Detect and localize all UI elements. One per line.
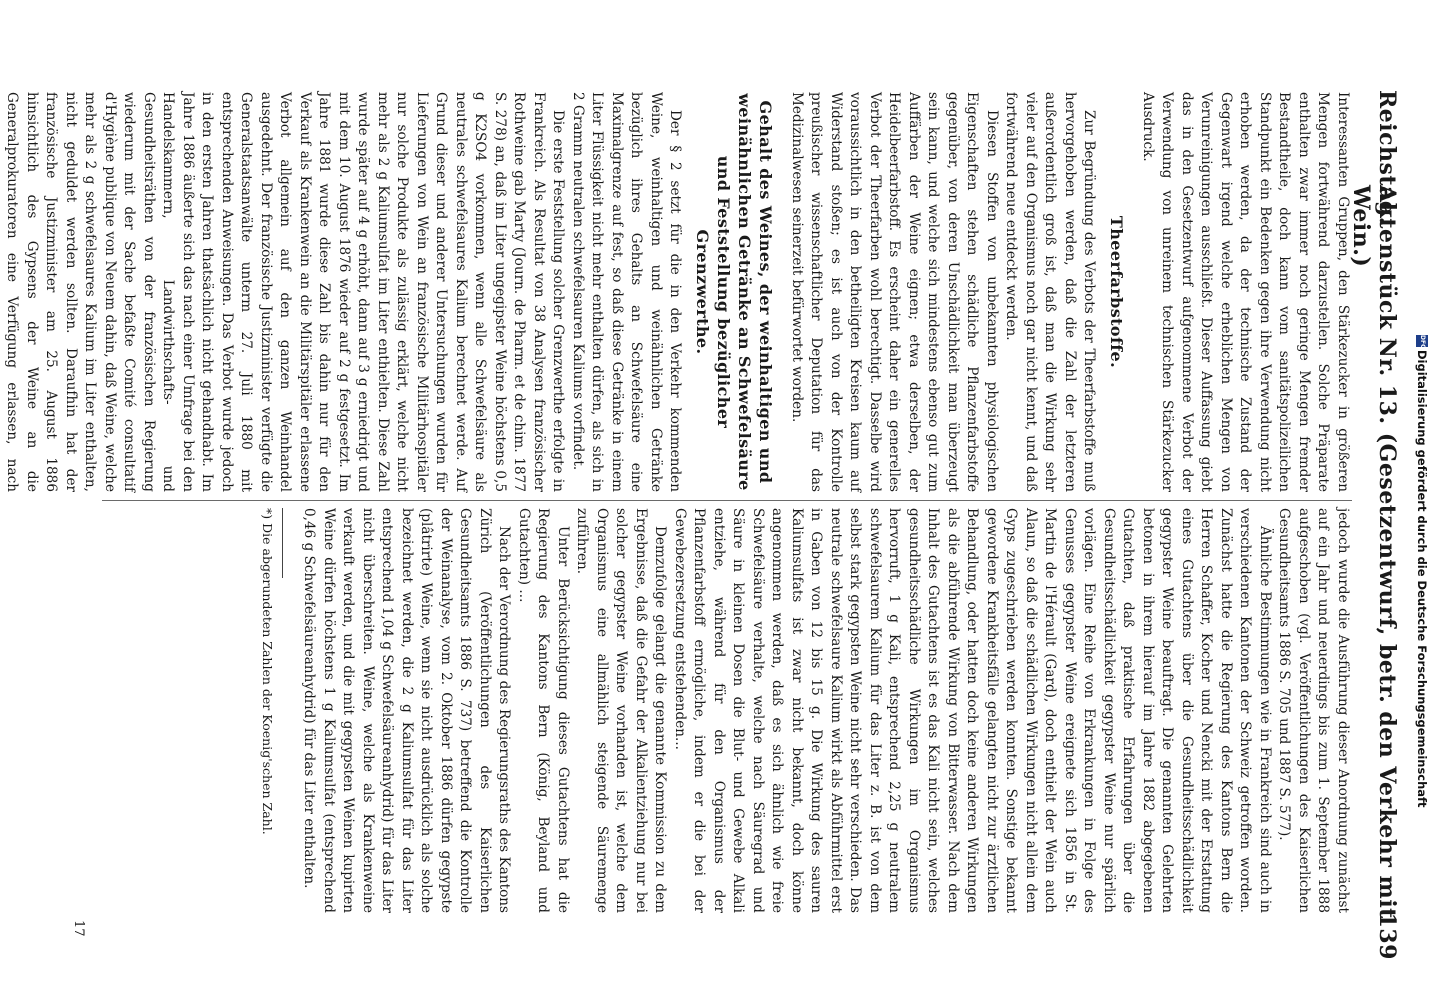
running-header xyxy=(1348,90,1404,960)
header-reichstag: Reichstag. xyxy=(1374,90,1400,225)
dfg-logo: DFG xyxy=(1416,335,1428,347)
digitization-strip xyxy=(1410,0,1432,1000)
header-title: Aktenstück Nr. 13. (Gesetzentwurf, betr. den Verkehr mit Wein.) xyxy=(1348,185,1400,919)
paragraph: Zur Begründung des Verbots der Theerfarbstoffe muß hervorgehoben werden, daß die Zahl der letzteren außerordentlich groß ist, daß man die Wirkung sehr vieler auf den Organismus noch gar nicht kennt, und daß fortwährend neue entdeckt werden. xyxy=(1003,92,1098,492)
paragraph: jedoch wurde die Ausführung dieser Anordnung zunächst auf ein Jahr und neuerdings bis zum 1. September 1888 aufgeschoben (vgl. Veröffentlichungen des Kaiserlichen Gesundheitsamts 1886 S. 705 und 1887 S. 577). xyxy=(1276,508,1351,913)
intro-paragraph: Interessanten Gruppen, den Stärkezucker in größeren Mengen fortwährend darzustellen. Solche Präparate enthalten zwar immer noch geringe Mengen fremder Bestandtheile, doch kann vom sanitätspolizeilichen Standpunkt ein Bedenken gegen ihre Verwendung nicht erhoben werden, da der technische Zustand der Gegenwart irgend welche erheblichen Mengen von Verunreinigungen ausschließt. Dieser Auffassung giebt das in den Gesetzentwurf aufgenommene Verbot der Verwendung von unreinem technischen Stärkezucker Ausdruck. xyxy=(1140,92,1351,492)
paragraph: Diesen Stoffen von unbekannten physiologischen Eigenschaften stehen schädliche Pflanzenfarbstoffe gegenüber, von deren Unschädlichkeit man überzeugt sein kann, und welche sich mindestens ebenso gut zum Auffärben der Weine eignen; etwa derselben, der Heidelbeerfarbstoff. Es erscheint daher ein generelles Verbot der Theerfarben wohl berechtigt. Dasselbe wird voraussichtlich in den betheiligten Kreisen kaum auf Widerstand stoßen; es ist auch von der Kontrolle preußischer wissenschaftlicher Deputation für das Medizinalwesen seinerzeit befürwortet worden. xyxy=(789,92,1000,492)
right-column xyxy=(97,508,1352,913)
paragraph: Demzufolge gelangt die genannte Kommission zu dem Ergebnisse, daß die Gefahr der Alkalientziehung nur bei solcher gegypster Weine vorhanden ist, welche dem Organismus eine allmählich steigende Säuremenge zuführen. xyxy=(574,508,669,913)
bottom-page-number: 17 xyxy=(71,920,86,937)
paragraph: Der § 2 setzt für die in den Verkehr kommenden Weine, weinhaltigen und weinähnlichen Getränke bezüglich ihres Gehalts an Schwefelsäure eine Maximalgrenze auf fest, so daß diese Getränke in einem Liter Flüssigkeit nicht mehr enthalten dürfen, als sich in 2 Gramm neutralen schwefelsauren Kaliums vorfindet. xyxy=(570,92,684,492)
paragraph: Ähnliche Bestimmungen wie in Frankreich sind auch in verschiedenen Kantonen der Schweiz getroffen worden. Zunächst hatte die Regierung des Kantons Bern die Herren Schaffer, Kocher und Nencki mit der Erstattung eines Gutachtens über die Gesundheitsschädlichkeit gegypster Weine beauftragt. Die genannten Gelehrten betonen in ihrem hierauf im Jahre 1882 abgegebenen Gutachten, daß praktische Erfahrungen über die Gesundheitsschädlichkeit gegypster Weine nur spärlich vorlägen. Eine Reihe von Erkrankungen in Folge des Genusses gegypster Weine ereignete sich 1856 in St. Martin de l'Hérault (Gard), doch enthielt der Wein auch Alaun, so daß die schädlichen Wirkungen nicht allein dem Gyps zugeschrieben werden konnten. Sonstige bekannt gewordene Krankheitsfälle gelangten nicht zur ärztlichen Behandlung, oder hatten doch keine anderen Wirkungen als die abführende Wirkung von Bitterwasser. Nach dem Inhalt des Gutachtens ist es das Kali nicht sein, welches gesundheitsschädliche Wirkungen im Organismus hervorruft, 1 g Kali, entsprechend 2,25 g neutralem schwefelsaurem Kalium für das Liter z. B. ist von dem selbst stark gegypsten Weine nicht sehr verschieden. Das neutrale schwefelsaure Kalium wirkt als Abführmittel erst in Gaben von 12 bis 15 g. Die Wirkung des sauren Kaliumsulfats ist zwar nicht bekannt, doch könne angenommen werden, daß es sich ähnlich wie freie Schwefelsäure verhalte, welche nach Säuregrad und Säure in kleinen Dosen die Blut- und Gewebe Alkali entziehe, während für den Organismus der Pflanzenfarbstoff ermögliche, indem er die bei der Gewebezersetzung entstehenden... xyxy=(672,508,1273,913)
paragraph: Unter Berücksichtigung dieses Gutachtens hat die Regierung des Kantons Bern (König, Beyland und Gutachten) ... xyxy=(516,508,571,913)
paragraph: Nach der Verordnung des Regierungsraths des Kantons Zürich (Veröffentlichungen des Kaiserlichen Gesundheitsamts 1886 S. 737) betreffend die Kontrolle der Weinanalyse, vom 2. Oktober 1886 dürfen gegypste (plâtrirte) Weine, wenn sie nicht ausdrücklich als solche bezeichnet werden, die 2 g Kaliumsulfat für das Liter entsprechend 1,04 g Schwefelsäureanhydrid) für das Liter nicht überschreiten. Weine, welche als Krankenweine verkauft werden, und die mit gegypsten Weinen kupirten Weine dürfen höchstens 1 g Kaliumsulfat (entsprechend 0,46 g Schwefelsäureanhydrid) für das Liter enthalten. xyxy=(301,508,513,913)
paragraph: Die erste Feststellung solcher Grenzwerthe erfolgte in Frankreich. Als Resultat von 38 Analysen französischer Rothweine gab Marty (Journ. de Pharm. et de chim. 1877 S. 278) an, daß im Liter ungegipster Weine höchstens 0,5 g K2SO4 vorkommen, wenn alle Schwefelsäure als neutrales schwefelsaures Kalium berechnet werde. Auf Grund dieser und anderer Untersuchungen wurden für Lieferungen von Wein an französische Militärhospitäler nur solche Produkte als zulässig erklärt, welche nicht mehr als 2 g Kaliumsulfat im Liter enthielten. Diese Zahl wurde später auf 4 g erhöht, dann auf 3 g erniedrigt und mit dem 10. August 1876 wieder auf 2 g festgesetzt. Im Jahre 1881 wurde diese Zahl bis dahin nur für den Verkauf als Krankenwein an die Militärspitäler erlassene Verbot allgemein auf den ganzen Weinhandel ausgedehnt. Der französische Justizminister verfügte die Generalstaatsanwälte unterm 27. Juli 1880 mit entsprechenden Anweisungen. Das Verbot wurde jedoch in den ersten Jahren thatsächlich nicht gehandhabt. Im Jahre 1886 äußerte sich das nach einer Umfrage bei den Handelskammern, Landwirthschafts- und Gesundheitsräthen von der französischen Regierung wiederum mit der Sache befaßte Comité consultatif d'Hygiène publique von Neuem dahin, daß Weine, welche mehr als 2 g schwefelsaures Kalium im Liter enthalten, nicht geduldet werden sollten. Daraufhin hat der französische Justizminister am 25. August 1886 hinsichtlich des Gypsens der Weine an die Generalprokuratoren eine Verfügung erlassen, nach xyxy=(4,92,567,492)
column-divider xyxy=(102,500,1352,501)
footnote: *) Die abgerundeten Zahlen der Koenig'schen Zahl. xyxy=(260,508,275,835)
digitization-credit: Digitalisierung gefördert durch die Deutsche Forschungsgemeinschaft xyxy=(1415,350,1429,808)
footnote-separator xyxy=(282,508,283,578)
section-title-schwefelsaeure: Gehalt des Weines, der weinhaltigen und weinähnlichen Getränke an Schwefelsäure und Feststellung bezüglicher Grenzwerthe. xyxy=(693,93,776,491)
left-column xyxy=(4,92,1352,492)
section-title-theerfarbstoffe: Theerfarbstoffe. xyxy=(1107,215,1127,369)
header-page-number: 139 xyxy=(1374,912,1400,960)
